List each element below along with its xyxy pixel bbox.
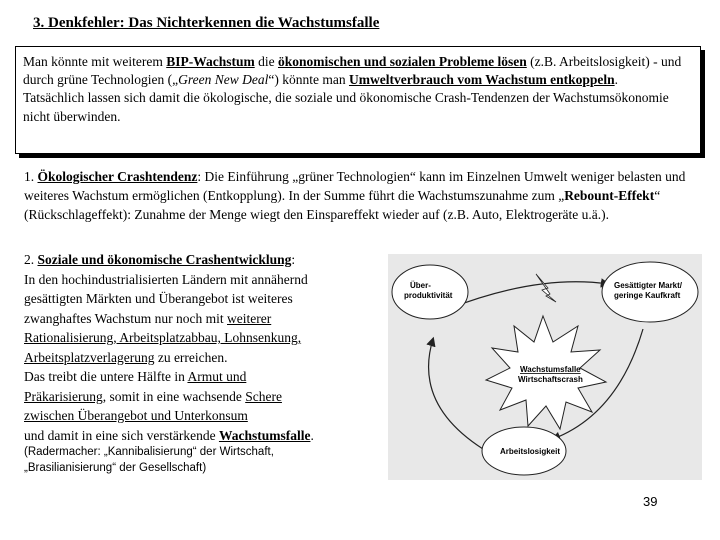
label-wirtschaftscrash: Wirtschaftscrash: [518, 375, 583, 384]
section-2-underlined: Armut und: [187, 369, 247, 384]
section-1-rebound: Rebount-Effekt: [564, 188, 655, 203]
section-2-underlined: Arbeitsplatzverlagerung: [24, 349, 155, 365]
section-2-underlined: Präkarisierung: [24, 388, 103, 404]
section-2-line: zwischen Überangebot und Unterkonsum: [24, 408, 248, 423]
section-2: [24, 250, 380, 445]
section-2-line: [24, 309, 380, 329]
section-2-text: zu erreichen.: [154, 349, 228, 365]
section-2-text: , somit in eine wachsende: [102, 388, 246, 404]
section-2-colon: :: [291, 252, 296, 267]
section-2-line: [24, 387, 380, 407]
footnote-line-1: (Radermacher: „Kannibalisierung“ der Wirtschaft,: [24, 446, 274, 458]
section-1: [24, 167, 694, 224]
intro-umweltverbrauch: Umweltverbrauch vom Wachstum entkoppeln: [348, 72, 615, 88]
section-2-heading: Soziale und ökonomische Crashentwicklung: [37, 252, 292, 267]
section-1-text: “ (Rückschlageffekt): Zunahme der Menge wiegt den Einspareffekt wieder auf (z.B. Auto, Elektrogeräte u.ä.).: [24, 188, 661, 222]
section-2-line: In den hochindustrialisierten Ländern mit annähernd: [24, 271, 308, 287]
intro-green-new-deal: Green New Deal: [178, 72, 269, 88]
intro-text: “) könnte man: [268, 72, 349, 88]
section-2-text: Das treibt die untere Hälfte in: [24, 369, 188, 384]
section-1-number: 1.: [24, 169, 38, 184]
arrow-top: [448, 282, 608, 309]
section-1-text: : Die Einführung „grüner Technologien“ kann im Einzelnen Umwelt weniger belasten und weiteres Wachstum ermöglichen (Entkopplung). In der Summe führt die Wachstumszunahme zum „: [24, 169, 686, 203]
intro-paragraph-2: Tatsächlich lassen sich damit die ökologische, die soziale und ökonomische Crash-Tendenzen der Wachstumsökonomie nicht überwinden.: [23, 90, 669, 124]
arrow-left: [429, 339, 483, 449]
intro-text: .: [614, 72, 618, 88]
section-2-number: 2.: [24, 252, 38, 267]
section-2-text: zwanghaftes Wachstum nur noch mit: [24, 310, 227, 326]
footnote-line-2: „Brasilianisierung“ der Gesellschaft): [24, 462, 207, 474]
label-arbeitslosigkeit: Arbeitslosigkeit: [500, 447, 561, 456]
section-2-line: [24, 367, 380, 387]
section-2-underlined: Schere: [245, 388, 282, 404]
label-ueberproduktivitaet-2: produktivität: [404, 291, 453, 300]
section-2-line: [24, 348, 380, 368]
section-2-underlined: weiterer: [227, 310, 272, 326]
section-2-text: und damit in eine sich verstärkende: [24, 427, 219, 443]
section-2-wachstumsfalle: Wachstumsfalle: [218, 427, 311, 443]
section-2-text: .: [310, 427, 314, 443]
footnote: [24, 444, 384, 476]
label-ueberproduktivitaet-1: Über-: [410, 281, 431, 290]
growth-trap-diagram: [388, 254, 702, 480]
label-wachstumsfalle: Wachstumsfalle: [520, 365, 581, 374]
slide-title: 3. Denkfehler: Das Nichterkennen die Wachstumsfalle: [33, 15, 380, 31]
section-2-line: [24, 426, 380, 446]
label-gesaettigter-markt-2: geringe Kaufkraft: [614, 291, 681, 300]
intro-box: [15, 46, 701, 154]
intro-probleme-loesen: ökonomischen und sozialen Probleme lösen: [277, 54, 527, 69]
label-gesaettigter-markt-1: Gesättigter Markt/: [614, 281, 683, 290]
lightning-icon: [536, 274, 556, 302]
section-2-line: [24, 250, 380, 270]
intro-text: (z.B. Arbeitslosigkeit) - und durch grüne Technologien („: [23, 54, 682, 88]
section-2-line: gesättigten Märkten und Überangebot ist weiteres: [24, 291, 293, 306]
section-1-heading: Ökologischer Crashtendenz: [37, 169, 198, 184]
diagram-svg: [388, 254, 702, 480]
intro-text: die: [254, 54, 278, 69]
intro-bip-wachstum: BIP-Wachstum: [166, 54, 255, 69]
intro-paragraph-1: [23, 53, 693, 89]
intro-text: Man könnte mit weiterem: [23, 54, 167, 69]
page-number: 39: [643, 494, 658, 509]
section-2-line: Rationalisierung, Arbeitsplatzabbau, Lohnsenkung,: [24, 330, 302, 345]
